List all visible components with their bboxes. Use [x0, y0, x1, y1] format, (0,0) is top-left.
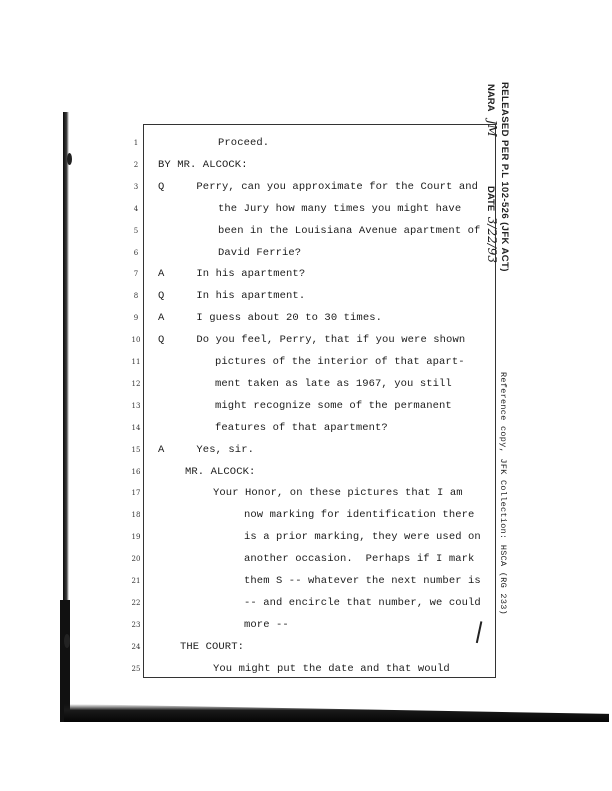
release-stamp: RELEASED PER P.L 102-526 (JFK ACT)	[499, 82, 510, 272]
date-label: DATE	[485, 186, 496, 212]
line-number: 22	[131, 598, 141, 607]
transcript-line: is a prior marking, they were used on	[244, 531, 481, 544]
transcript-line: now marking for identification there	[244, 509, 475, 522]
transcript-line: MR. ALCOCK:	[185, 465, 256, 478]
transcript-line: ment taken as late as 1967, you still	[215, 377, 452, 390]
transcript-line: the Jury how many times you might have	[218, 202, 462, 215]
line-number: 20	[131, 555, 141, 564]
transcript-line: -- and encircle that number, we could	[244, 596, 481, 609]
transcript-line: A In his apartment?	[158, 268, 306, 281]
transcript-line: features of that apartment?	[215, 421, 388, 434]
nara-label: NARA	[485, 84, 496, 112]
transcript-line: another occasion. Perhaps if I mark	[244, 553, 475, 566]
scan-left-edge-shadow	[60, 600, 70, 722]
line-number: 7	[133, 270, 139, 279]
line-number: 19	[131, 533, 141, 542]
nara-stamp	[485, 84, 499, 137]
scan-smudge	[64, 634, 70, 648]
scan-bottom-edge	[64, 704, 609, 722]
line-number: 1	[133, 139, 139, 147]
transcript-line: them S -- whatever the next number is	[244, 575, 481, 587]
transcript-line: A I guess about 20 to 30 times.	[158, 312, 383, 325]
nara-initials: JM	[485, 119, 499, 137]
transcript-line: THE COURT:	[180, 640, 245, 653]
transcript-line: been in the Louisiana Avenue apartment of	[218, 224, 481, 237]
line-number: 12	[131, 379, 141, 388]
line-number: 21	[131, 577, 141, 585]
transcript-line: Q In his apartment.	[158, 290, 306, 303]
line-number: 8	[133, 292, 139, 301]
transcript-line: BY MR. ALCOCK:	[158, 158, 248, 171]
transcript-line: Q Do you feel, Perry, that if you were shown	[158, 334, 466, 347]
line-number: 17	[131, 489, 141, 498]
transcript-line: more --	[244, 618, 289, 631]
date-stamp	[485, 186, 499, 263]
transcript-line: A Yes, sir.	[158, 443, 255, 456]
transcript-line: Q Perry, can you approximate for the Court and	[158, 180, 479, 193]
scan-smudge	[67, 153, 72, 165]
line-number: 2	[133, 160, 139, 169]
line-number: 23	[131, 620, 141, 629]
transcript-line: David Ferrie?	[218, 246, 302, 259]
transcript-line: You might put the date and that would	[213, 662, 450, 675]
line-number: 13	[131, 401, 141, 410]
line-number: 6	[133, 248, 139, 257]
line-number: 4	[133, 204, 139, 213]
transcript-line: Proceed.	[218, 137, 270, 149]
line-number: 10	[131, 336, 141, 345]
line-number: 24	[131, 642, 141, 651]
line-number: 25	[131, 664, 141, 673]
line-number: 3	[133, 182, 139, 191]
transcript-line: might recognize some of the permanent	[215, 399, 452, 412]
line-number: 16	[131, 467, 141, 476]
line-number: 9	[133, 314, 139, 323]
transcript-line: Your Honor, on these pictures that I am	[213, 487, 463, 500]
transcript-line: pictures of the interior of that apart-	[215, 356, 465, 368]
line-number: 5	[133, 226, 139, 235]
reference-copy-stamp: Reference copy, JFK Collection: HSCA (RG 233)	[498, 372, 508, 616]
line-number: 14	[131, 423, 141, 432]
line-number: 18	[131, 511, 141, 520]
date-value: 3/22/93	[485, 216, 499, 264]
line-number: 15	[131, 445, 141, 454]
line-number: 11	[131, 358, 141, 366]
